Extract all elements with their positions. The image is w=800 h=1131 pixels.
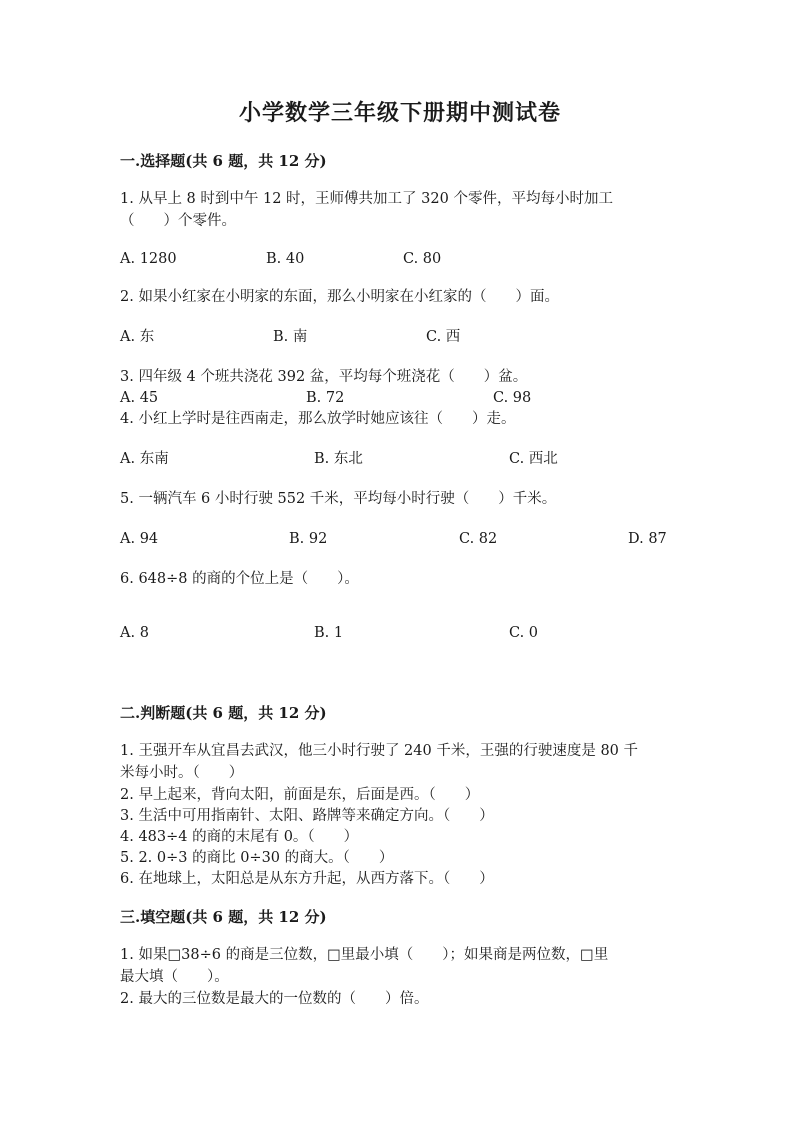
question-text: 最大填（ ）。 [120, 969, 229, 985]
option-a: A. 1280 [120, 251, 177, 267]
question-text: 6. 648÷8 的商的个位上是（ ）。 [120, 571, 359, 587]
option-a: A. 东 [120, 329, 155, 345]
page-title: 小学数学三年级下册期中测试卷 [238, 100, 561, 126]
option-b: B. 92 [289, 531, 328, 547]
option-c: C. 西 [426, 329, 461, 345]
question-text: 2. 如果小红家在小明家的东面，那么小明家在小红家的（ ）面。 [120, 289, 559, 305]
question-text: 6. 在地球上，太阳总是从东方升起，从西方落下。（ ） [120, 871, 494, 887]
option-a: A. 45 [120, 390, 159, 406]
question-text: （ ）个零件。 [120, 213, 236, 229]
option-a: A. 94 [120, 531, 159, 547]
option-a: A. 8 [120, 625, 149, 641]
section-heading-judgment: 二.判断题(共 6 题，共 12 分) [120, 704, 327, 722]
option-c: C. 西北 [509, 451, 558, 467]
question-text: 1. 如果□38÷6 的商是三位数，□里最小填（ ）；如果商是两位数，□里 [120, 947, 609, 963]
question-text: 3. 四年级 4 个班共浇花 392 盆，平均每个班浇花（ ）盆。 [120, 369, 528, 385]
option-b: B. 南 [273, 329, 308, 345]
section-heading-fill: 三.填空题(共 6 题，共 12 分) [120, 908, 327, 926]
question-text: 4. 小红上学时是往西南走，那么放学时她应该往（ ）走。 [120, 411, 516, 427]
question-text: 5. 一辆汽车 6 小时行驶 552 千米，平均每小时行驶（ ）千米。 [120, 491, 557, 507]
question-text: 2. 早上起来，背向太阳，前面是东，后面是西。（ ） [120, 787, 480, 803]
question-text: 1. 从早上 8 时到中午 12 时，王师傅共加工了 320 个零件，平均每小时加工 [120, 191, 613, 207]
option-d: D. 87 [628, 531, 667, 547]
option-b: B. 1 [314, 625, 344, 641]
option-c: C. 80 [403, 251, 442, 267]
option-c: C. 82 [459, 531, 498, 547]
option-a: A. 东南 [120, 451, 169, 467]
question-text: 3. 生活中可用指南针、太阳、路牌等来确定方向。（ ） [120, 808, 494, 824]
question-text: 米每小时。（ ） [120, 765, 244, 781]
section-heading-choice: 一.选择题(共 6 题，共 12 分) [120, 152, 327, 170]
option-c: C. 0 [509, 625, 539, 641]
option-b: B. 72 [306, 390, 345, 406]
option-b: B. 东北 [314, 451, 363, 467]
question-text: 2. 最大的三位数是最大的一位数的（ ）倍。 [120, 991, 429, 1007]
question-text: 5. 2. 0÷3 的商比 0÷30 的商大。（ ） [120, 850, 394, 866]
option-c: C. 98 [493, 390, 532, 406]
question-text: 1. 王强开车从宜昌去武汉，他三小时行驶了 240 千米，王强的行驶速度是 80 千 [120, 743, 639, 759]
option-b: B. 40 [266, 251, 305, 267]
question-text: 4. 483÷4 的商的末尾有 0。（ ） [120, 829, 359, 845]
